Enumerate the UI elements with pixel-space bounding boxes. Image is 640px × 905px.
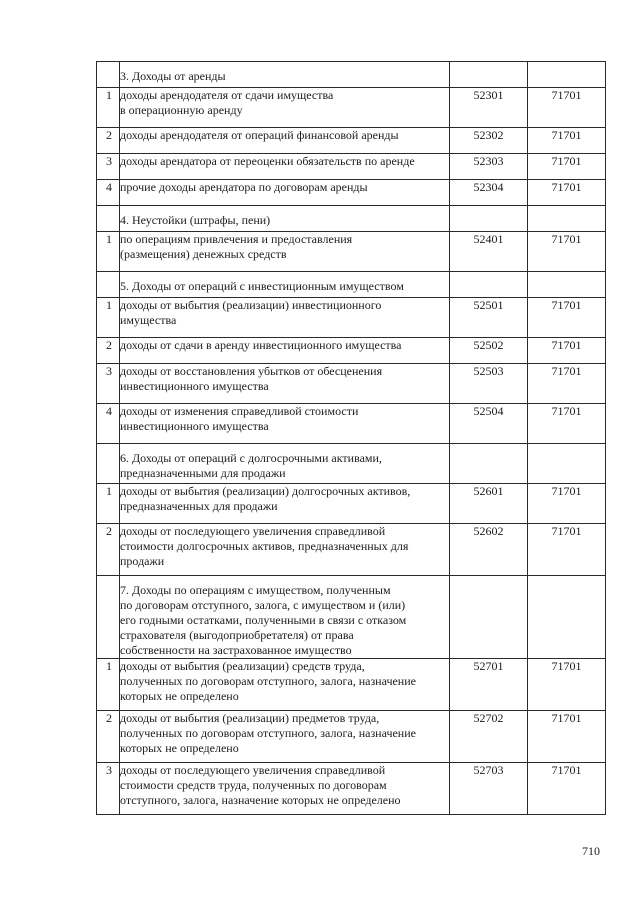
table-row (97, 711, 606, 763)
table-row (97, 364, 606, 404)
row-description: 6. Доходы от операций с долгосрочными активами, предназначенными для продажи (120, 444, 450, 484)
row-number (97, 62, 120, 88)
row-code: 52304 (450, 180, 528, 206)
row-description: доходы арендодателя от сдачи имущества в операционную аренду (120, 88, 450, 128)
row-code: 52504 (450, 404, 528, 444)
row-account (528, 206, 606, 232)
table-row (97, 88, 606, 128)
row-number: 3 (97, 154, 120, 180)
row-description: 3. Доходы от аренды (120, 62, 450, 88)
row-account: 71701 (528, 232, 606, 272)
table-row (97, 180, 606, 206)
row-code (450, 272, 528, 298)
row-description: доходы от выбытия (реализации) средств труда, полученных по договорам отступного, залога, назначение которых не определено (120, 659, 450, 711)
row-description: доходы от выбытия (реализации) долгосрочных активов, предназначенных для продажи (120, 484, 450, 524)
row-account (528, 576, 606, 659)
row-account: 71701 (528, 154, 606, 180)
section-row (97, 444, 606, 484)
row-code: 52602 (450, 524, 528, 576)
row-description: 7. Доходы по операциям с имуществом, полученным по договорам отступного, залога, с имуществом и (или) его годными остатками, полученными в связи с отказом страхователя (выгодоприобретателя) от права собственности на застрахованное имущество (120, 576, 450, 659)
row-number (97, 272, 120, 298)
row-account (528, 444, 606, 484)
row-number: 4 (97, 404, 120, 444)
row-account: 71701 (528, 484, 606, 524)
row-code: 52703 (450, 763, 528, 815)
row-code: 52702 (450, 711, 528, 763)
section-row (97, 206, 606, 232)
section-row (97, 62, 606, 88)
table-row (97, 128, 606, 154)
row-number (97, 206, 120, 232)
row-number: 1 (97, 232, 120, 272)
row-description: 5. Доходы от операций с инвестиционным имуществом (120, 272, 450, 298)
row-description: доходы от изменения справедливой стоимости инвестиционного имущества (120, 404, 450, 444)
table-row (97, 154, 606, 180)
table-row (97, 484, 606, 524)
row-description: по операциям привлечения и предоставления (размещения) денежных средств (120, 232, 450, 272)
row-account: 71701 (528, 524, 606, 576)
row-account: 71701 (528, 711, 606, 763)
row-number: 2 (97, 524, 120, 576)
row-description: доходы от сдачи в аренду инвестиционного имущества (120, 338, 450, 364)
row-description: 4. Неустойки (штрафы, пени) (120, 206, 450, 232)
accounts-table (96, 61, 606, 815)
section-row (97, 272, 606, 298)
row-code: 52701 (450, 659, 528, 711)
row-account: 71701 (528, 659, 606, 711)
row-number: 2 (97, 128, 120, 154)
row-number: 1 (97, 88, 120, 128)
table-row (97, 763, 606, 815)
row-account: 71701 (528, 298, 606, 338)
row-number: 1 (97, 298, 120, 338)
row-account: 71701 (528, 180, 606, 206)
table-row (97, 524, 606, 576)
table-row (97, 338, 606, 364)
row-number: 2 (97, 338, 120, 364)
row-code: 52503 (450, 364, 528, 404)
table-row (97, 659, 606, 711)
table-row (97, 298, 606, 338)
row-account: 71701 (528, 128, 606, 154)
row-code: 52303 (450, 154, 528, 180)
row-account: 71701 (528, 364, 606, 404)
row-description: доходы от последующего увеличения справедливой стоимости долгосрочных активов, предназначенных для продажи (120, 524, 450, 576)
row-description: доходы от выбытия (реализации) инвестиционного имущества (120, 298, 450, 338)
row-number: 1 (97, 659, 120, 711)
row-code: 52301 (450, 88, 528, 128)
row-account: 71701 (528, 88, 606, 128)
row-number: 3 (97, 364, 120, 404)
row-code (450, 444, 528, 484)
table-row (97, 232, 606, 272)
row-account: 71701 (528, 763, 606, 815)
row-code (450, 206, 528, 232)
row-account: 71701 (528, 338, 606, 364)
page-number: 710 (582, 844, 600, 858)
row-description: прочие доходы арендатора по договорам аренды (120, 180, 450, 206)
row-description: доходы арендодателя от операций финансовой аренды (120, 128, 450, 154)
row-number: 3 (97, 763, 120, 815)
row-description: доходы от восстановления убытков от обесценения инвестиционного имущества (120, 364, 450, 404)
row-number (97, 444, 120, 484)
row-account (528, 272, 606, 298)
row-number (97, 576, 120, 659)
row-account: 71701 (528, 404, 606, 444)
row-account (528, 62, 606, 88)
table-body (97, 62, 606, 815)
row-code: 52401 (450, 232, 528, 272)
row-code: 52502 (450, 338, 528, 364)
section-row (97, 576, 606, 659)
row-code (450, 62, 528, 88)
row-number: 4 (97, 180, 120, 206)
row-code (450, 576, 528, 659)
row-code: 52501 (450, 298, 528, 338)
table-row (97, 404, 606, 444)
row-number: 1 (97, 484, 120, 524)
row-code: 52601 (450, 484, 528, 524)
row-description: доходы от выбытия (реализации) предметов труда, полученных по договорам отступного, залога, назначение которых не определено (120, 711, 450, 763)
row-number: 2 (97, 711, 120, 763)
row-code: 52302 (450, 128, 528, 154)
row-description: доходы арендатора от переоценки обязательств по аренде (120, 154, 450, 180)
row-description: доходы от последующего увеличения справедливой стоимости средств труда, полученных по договорам отступного, залога, назначение которых не определено (120, 763, 450, 815)
